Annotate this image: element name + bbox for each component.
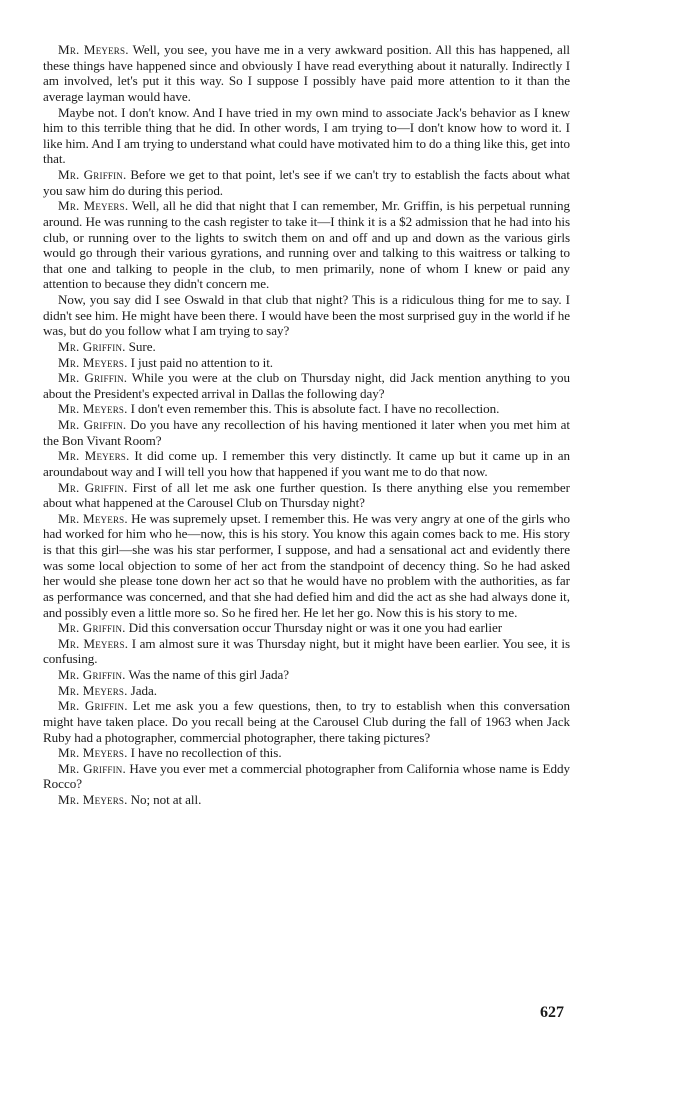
speaker-name: Mr. Griffin.: [58, 479, 128, 495]
speaker-name: Mr. Griffin.: [58, 370, 128, 386]
transcript-paragraph: [43, 105, 570, 168]
speaker-name: Mr. Griffin.: [58, 620, 126, 636]
transcript-paragraph: [43, 511, 570, 620]
speech-text: Sure.: [128, 338, 156, 354]
transcript-paragraph: [43, 480, 570, 511]
transcript-paragraph: [43, 448, 570, 479]
transcript-paragraph: [43, 667, 570, 683]
speech-text: While you were at the club on Thursday night, did Jack mention anything to you about the President's expected arrival in Dallas the following day?: [43, 370, 570, 401]
speech-text: Have you ever met a commercial photographer from California whose name is Eddy Rocco?: [43, 760, 570, 792]
speaker-name: Mr. Meyers.: [58, 635, 129, 651]
transcript-paragraph: [43, 698, 570, 745]
speech-text: Did this conversation occur Thursday night or was it one you had earlier: [128, 620, 503, 636]
speech-text: Let me ask you a few questions, then, to try to establish when this conversation might have taken place. Do you recall being at the Carousel Club during the fall of 1963 when Jack Ruby had a photographer, commercial photographer, there taking pictures?: [43, 698, 570, 745]
transcript-paragraph: [43, 339, 570, 355]
transcript-page: [43, 42, 570, 808]
speech-text: Maybe not. I don't know. And I have tried in my own mind to associate Jack's behavior as I knew him to this terrible thing that he did. In other words, I am trying to—I don't know how to word it. I like him. And I am trying to understand what could have motivated him to do a thing like this, get into that.: [43, 104, 570, 167]
transcript-paragraph: [43, 792, 570, 808]
transcript-paragraph: [43, 42, 570, 105]
speech-text: I have no recollection of this.: [130, 745, 282, 761]
transcript-paragraph: [43, 636, 570, 667]
speaker-name: Mr. Meyers.: [58, 448, 130, 464]
speech-text: I just paid no attention to it.: [130, 354, 274, 370]
transcript-paragraph: [43, 292, 570, 339]
speaker-name: Mr. Griffin.: [58, 338, 126, 354]
speaker-name: Mr. Meyers.: [58, 354, 128, 370]
speaker-name: Mr. Griffin.: [58, 667, 126, 682]
speaker-name: Mr. Griffin.: [58, 417, 127, 432]
transcript-paragraph: [43, 417, 570, 448]
speech-text: Jada.: [130, 682, 157, 698]
speech-text: I am almost sure it was Thursday night, but it might have been earlier. You see, it is confusing.: [43, 635, 570, 667]
transcript-paragraph: [43, 167, 570, 198]
speech-text: He was supremely upset. I remember this. He was very angry at one of the girls who had worked for him who he—now, this is his story. You know this again comes back to me. His story is that this girl—she was his star performer, I suppose, and had a sensational act and evidently there was some local objection to some of her act from the standpoint of decency thing. So he had asked her would she please tone down her act so that he would have no problem with the authorities, as far as performance was concerned, and that she had defied him and did the act as she had always done it, and possibly even a little more so. So he fired her. He let her go. Now this is his story to me.: [43, 510, 570, 620]
speech-text: Before we get to that point, let's see if we can't try to establish the facts about what you saw him do during this period.: [43, 167, 570, 198]
speaker-name: Mr. Griffin.: [58, 698, 128, 714]
transcript-paragraph: [43, 355, 570, 371]
transcript-paragraph: [43, 198, 570, 292]
transcript-paragraph: [43, 620, 570, 636]
speech-text: Do you have any recollection of his having mentioned it later when you met him at the Bon Vivant Room?: [43, 417, 570, 448]
speaker-name: Mr. Griffin.: [58, 760, 126, 776]
transcript-paragraph: [43, 401, 570, 417]
speech-text: No; not at all.: [130, 792, 202, 807]
speech-text: Was the name of this girl Jada?: [128, 667, 289, 682]
speech-text: First of all let me ask one further question. Is there anything else you remember about what happened at the Carousel Club on Thursday night?: [43, 479, 570, 511]
speaker-name: Mr. Meyers.: [58, 198, 129, 214]
transcript-paragraph: [43, 370, 570, 401]
transcript-paragraph: [43, 683, 570, 699]
speaker-name: Mr. Meyers.: [58, 401, 128, 417]
speech-text: Well, all he did that night that I can remember, Mr. Griffin, is his perpetual running around. He was running to the cash register to take it—I think it is a $2 admission that he had into his club, or running over to the lights to switch them on and off and up and down as the various girls would go through their various gyrations, and running over and talking to this waitress or talking to that one and talking to people in the club, to men primarily, none of whom I knew or paid any attention to because they didn't concern me.: [43, 198, 570, 292]
speech-text: Now, you say did I see Oswald in that club that night? This is a ridiculous thing for me to say. I didn't see him. He might have been there. I would have been the most surprised guy in the world if he was, but do you follow what I am trying to say?: [43, 292, 570, 339]
transcript-paragraph: [43, 761, 570, 792]
speaker-name: Mr. Griffin.: [58, 167, 127, 182]
speech-text: Well, you see, you have me in a very awkward position. All this has happened, all these things have happened since and obviously I have read everything about it naturally. Indirectly I am involved, let's put it this way. So I suppose I possibly have paid more attention to it than the average layman would have.: [43, 42, 570, 104]
speech-text: It did come up. I remember this very distinctly. It came up but it came up in an aroundabout way and I will tell you how that happened if you want me to do that now.: [43, 448, 570, 479]
speaker-name: Mr. Meyers.: [58, 42, 129, 57]
speaker-name: Mr. Meyers.: [58, 510, 128, 526]
speaker-name: Mr. Meyers.: [58, 745, 128, 761]
speaker-name: Mr. Meyers.: [58, 682, 128, 698]
speaker-name: Mr. Meyers.: [58, 792, 128, 807]
page-number: 627: [540, 1004, 564, 1021]
transcript-paragraph: [43, 745, 570, 761]
speech-text: I don't even remember this. This is absolute fact. I have no recollection.: [130, 401, 500, 417]
